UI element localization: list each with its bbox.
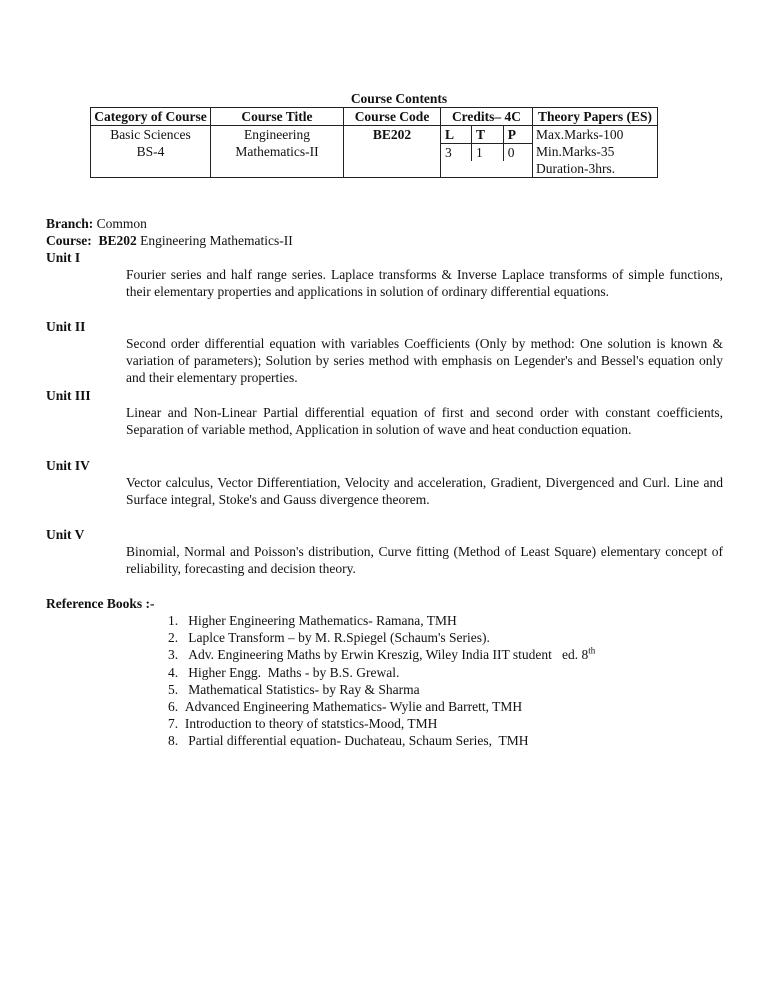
reference-number: 2. [168, 630, 179, 646]
branch-value: Common [96, 216, 147, 231]
edition-superscript: th [588, 645, 596, 656]
reference-text: Advanced Engineering Mathematics- Wylie and Barrett, TMH [184, 699, 523, 715]
reference-text: Partial differential equation- Duchateau, Schaum Series, TMH [188, 733, 529, 749]
reference-text: Introduction to theory of statstics-Mood, TMH [184, 716, 438, 732]
reference-item [168, 612, 595, 629]
reference-number: 4. [168, 664, 179, 680]
ltp-value-t: 1 [472, 144, 504, 162]
reference-item [168, 732, 595, 749]
reference-text: Laplce Transform – by M. R.Spiegel (Schaum's Series). [188, 630, 490, 646]
category-line-2: BS-4 [136, 144, 165, 159]
header-theory-papers: Theory Papers (ES) [533, 108, 658, 126]
header-course-code: Course Code [344, 108, 441, 126]
course-name: Engineering Mathematics-II [140, 233, 293, 248]
ltp-label-l: L [441, 126, 472, 144]
reference-number: 8. [168, 733, 179, 749]
header-credits: Credits– 4C [441, 108, 533, 126]
category-line-1: Basic Sciences [110, 127, 191, 142]
course-contents-title: Course Contents [350, 91, 448, 106]
branch-line [46, 215, 147, 232]
cell-category [91, 126, 211, 178]
reference-item [168, 698, 595, 715]
unit-3-label: Unit III [46, 388, 91, 403]
reference-item [168, 629, 595, 646]
course-line [46, 232, 293, 249]
ltp-table [441, 126, 532, 161]
reference-number: 6. [168, 699, 179, 715]
unit-2-label: Unit II [46, 319, 86, 334]
unit-2-text: Second order differential equation with variables Coefficients (Only by method: One solution is known & variation of parameters); Solution by series method with emphasis on Legender's and Bessel's equation only and their elementary properties. [126, 336, 723, 385]
unit-5-label: Unit V [46, 527, 85, 542]
reference-text: Higher Engineering Mathematics- Ramana, TMH [188, 613, 457, 628]
unit-3-text: Linear and Non-Linear Partial differential equation of first and second order with constant coefficients, Separation of variable method, Application in solution of wave and heat conduction equation. [126, 405, 723, 437]
min-marks: Min.Marks-35 [536, 144, 615, 159]
reference-text: Adv. Engineering Maths by Erwin Kreszig, Wiley India IIT student ed. 8 [188, 647, 589, 663]
header-category: Category of Course [91, 108, 211, 126]
course-table [90, 107, 658, 178]
unit-5-text: Binomial, Normal and Poisson's distribution, Curve fitting (Method of Least Square) elementary concept of reliability, forecasting and decision theory. [126, 544, 723, 576]
unit-4-text: Vector calculus, Vector Differentiation, Velocity and acceleration, Gradient, Divergenced and Curl. Line and Surface integral, Stoke's and Gauss divergence theorem. [126, 475, 723, 507]
max-marks: Max.Marks-100 [536, 127, 624, 142]
cell-course-code: BE202 [344, 126, 441, 178]
cell-course-title [211, 126, 344, 178]
reference-item [168, 681, 595, 698]
course-label: Course: [46, 233, 92, 248]
ltp-value-l: 3 [441, 144, 472, 162]
branch-label: Branch: [46, 216, 94, 231]
reference-item [168, 664, 595, 681]
cell-credits [441, 126, 533, 178]
reference-item [168, 646, 595, 663]
reference-number: 5. [168, 681, 179, 697]
reference-number: 1. [168, 613, 179, 628]
reference-text: Mathematical Statistics- by Ray & Sharma [188, 681, 420, 697]
reference-text: Higher Engg. Maths - by B.S. Grewal. [188, 664, 400, 680]
reference-list [168, 612, 595, 750]
ltp-value-p: 0 [507, 145, 515, 160]
duration: Duration-3hrs. [536, 161, 616, 176]
ltp-label-t: T [472, 126, 504, 144]
unit-4-label: Unit IV [46, 458, 90, 473]
title-line-1: Engineering [244, 127, 310, 142]
reference-number: 3. [168, 647, 179, 663]
course-code: BE202 [98, 233, 137, 248]
title-line-2: Mathematics-II [235, 144, 319, 159]
references-heading: Reference Books :- [46, 596, 155, 611]
ltp-label-p: P [503, 126, 532, 144]
unit-1-label: Unit I [46, 250, 81, 265]
unit-1-text: Fourier series and half range series. Laplace transforms & Inverse Laplace transforms of simple functions, their elementary properties and applications in solution of ordinary differential equations. [126, 267, 723, 299]
cell-theory-papers [533, 126, 658, 178]
header-course-title: Course Title [211, 108, 344, 126]
reference-item [168, 715, 595, 732]
reference-number: 7. [168, 716, 179, 732]
